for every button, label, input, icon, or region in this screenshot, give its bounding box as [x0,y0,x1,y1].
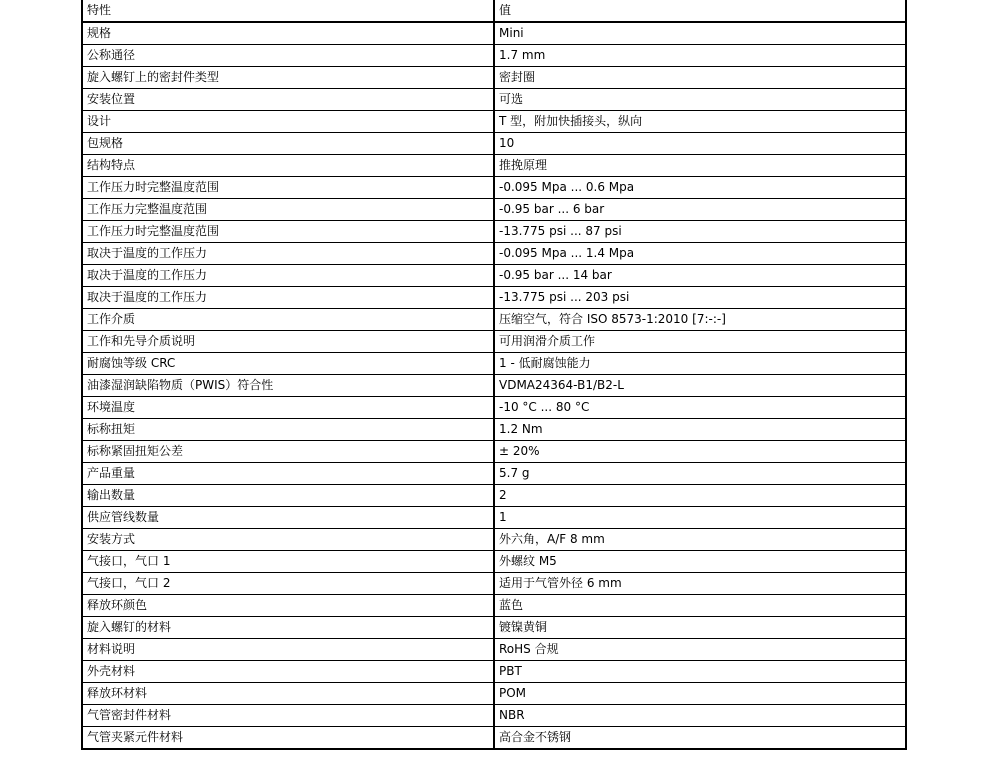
property-cell: 规格 [82,22,494,45]
table-row [82,265,906,287]
table-row [82,89,906,111]
table-row [82,639,906,661]
value-cell: -0.95 bar ... 6 bar [494,199,906,221]
table-row [82,375,906,397]
value-cell: -10 °C ... 80 °C [494,397,906,419]
property-cell: 取决于温度的工作压力 [82,287,494,309]
property-cell: 气管密封件材料 [82,705,494,727]
value-cell: 2 [494,485,906,507]
table-row [82,661,906,683]
property-cell: 工作压力完整温度范围 [82,199,494,221]
table-row [82,617,906,639]
property-cell: 气接口，气口 1 [82,551,494,573]
value-cell: POM [494,683,906,705]
value-cell: 外六角，A/F 8 mm [494,529,906,551]
table-row [82,155,906,177]
property-cell: 标称扭矩 [82,419,494,441]
property-cell: 释放环材料 [82,683,494,705]
property-cell: 公称通径 [82,45,494,67]
property-cell: 释放环颜色 [82,595,494,617]
property-cell: 气管夹紧元件材料 [82,727,494,750]
value-cell: PBT [494,661,906,683]
value-cell: -13.775 psi ... 87 psi [494,221,906,243]
property-cell: 工作压力时完整温度范围 [82,177,494,199]
property-cell: 工作压力时完整温度范围 [82,221,494,243]
table-row [82,397,906,419]
property-cell: 工作和先导介质说明 [82,331,494,353]
property-cell: 结构特点 [82,155,494,177]
table-row [82,243,906,265]
value-cell: -0.095 Mpa ... 1.4 Mpa [494,243,906,265]
property-cell: 产品重量 [82,463,494,485]
property-cell: 供应管线数量 [82,507,494,529]
value-cell: 高合金不锈钢 [494,727,906,750]
table-row [82,573,906,595]
value-cell: 可选 [494,89,906,111]
table-row [82,441,906,463]
table-row [82,485,906,507]
property-cell: 材料说明 [82,639,494,661]
property-cell: 取决于温度的工作压力 [82,243,494,265]
value-cell: VDMA24364-B1/B2-L [494,375,906,397]
table-row [82,705,906,727]
value-cell: 1.7 mm [494,45,906,67]
value-cell: 推挽原理 [494,155,906,177]
property-cell: 外壳材料 [82,661,494,683]
table-row [82,507,906,529]
property-cell: 包规格 [82,133,494,155]
value-cell: 镀镍黄铜 [494,617,906,639]
table-row [82,683,906,705]
property-cell: 环境温度 [82,397,494,419]
property-cell: 旋入螺钉的材料 [82,617,494,639]
property-cell: 标称紧固扭矩公差 [82,441,494,463]
property-cell: 油漆湿润缺陷物质（PWIS）符合性 [82,375,494,397]
spec-table [81,0,907,750]
value-cell: ± 20% [494,441,906,463]
table-row [82,309,906,331]
table-row [82,287,906,309]
value-cell: 10 [494,133,906,155]
table-row [82,463,906,485]
value-cell: 1 [494,507,906,529]
table-row [82,199,906,221]
value-cell: -13.775 psi ... 203 psi [494,287,906,309]
table-body [82,22,906,749]
value-cell: RoHS 合规 [494,639,906,661]
property-cell: 取决于温度的工作压力 [82,265,494,287]
value-cell: 1 - 低耐腐蚀能力 [494,353,906,375]
property-cell: 气接口，气口 2 [82,573,494,595]
table-row [82,221,906,243]
table-row [82,331,906,353]
value-cell: 压缩空气，符合 ISO 8573-1:2010 [7:-:-] [494,309,906,331]
value-cell: 蓝色 [494,595,906,617]
value-cell: 适用于气管外径 6 mm [494,573,906,595]
value-cell: 1.2 Nm [494,419,906,441]
table-row [82,595,906,617]
value-cell: -0.95 bar ... 14 bar [494,265,906,287]
value-cell: Mini [494,22,906,45]
table-row [82,133,906,155]
header-property: 特性 [82,0,494,22]
value-cell: 外螺纹 M5 [494,551,906,573]
value-cell: -0.095 Mpa ... 0.6 Mpa [494,177,906,199]
header-value: 值 [494,0,906,22]
property-cell: 安装方式 [82,529,494,551]
value-cell: 密封圈 [494,67,906,89]
property-cell: 输出数量 [82,485,494,507]
table-row [82,419,906,441]
table-row [82,22,906,45]
property-cell: 旋入螺钉上的密封件类型 [82,67,494,89]
header-row [82,0,906,22]
table-row [82,67,906,89]
table-row [82,111,906,133]
property-cell: 耐腐蚀等级 CRC [82,353,494,375]
table-row [82,45,906,67]
property-cell: 设计 [82,111,494,133]
value-cell: T 型，附加快插接头，纵向 [494,111,906,133]
table-row [82,727,906,750]
table-row [82,353,906,375]
property-cell: 安装位置 [82,89,494,111]
property-cell: 工作介质 [82,309,494,331]
value-cell: 可用润滑介质工作 [494,331,906,353]
value-cell: 5.7 g [494,463,906,485]
table-row [82,551,906,573]
value-cell: NBR [494,705,906,727]
table-row [82,177,906,199]
table-row [82,529,906,551]
